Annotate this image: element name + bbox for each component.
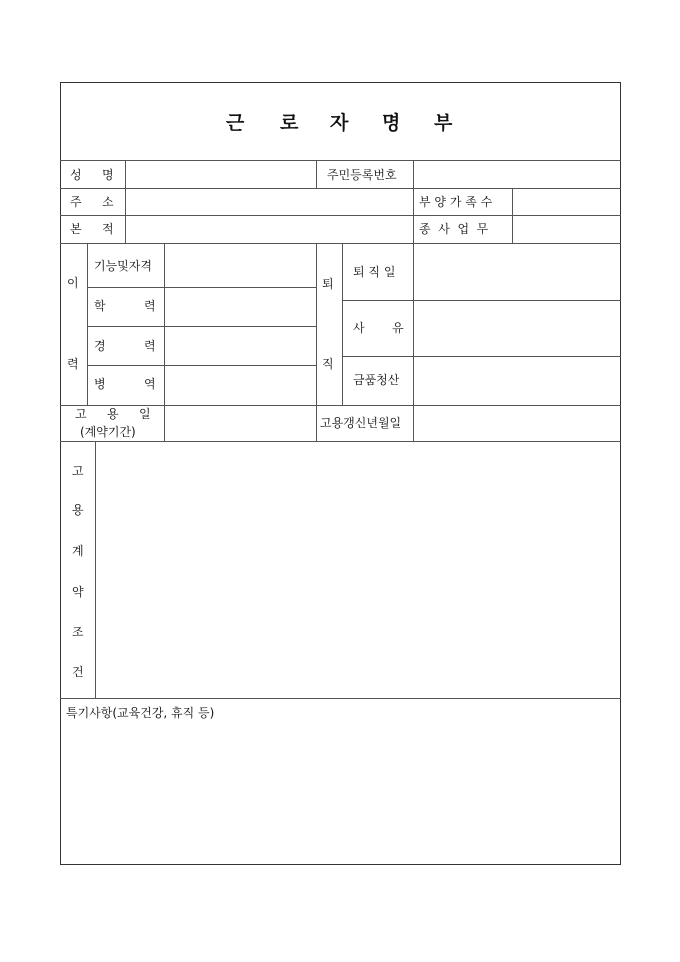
label-cond-4: 약 — [72, 585, 84, 599]
job-field[interactable] — [513, 216, 620, 243]
hire-date-field[interactable] — [165, 406, 316, 441]
title-char-2: 로 — [280, 112, 299, 134]
label-hire-2: 용 — [107, 407, 119, 421]
label-resign-2: 직 — [322, 357, 334, 371]
label-history-1: 이 — [67, 276, 79, 290]
name-field[interactable] — [126, 161, 316, 188]
label-name-1: 성 — [70, 168, 82, 182]
label-reason-1: 사 — [353, 321, 365, 335]
settlement-field[interactable] — [414, 357, 620, 405]
employment-conditions-field[interactable] — [96, 442, 620, 698]
label-renewal: 고용갱신년월일 — [320, 416, 402, 430]
title-char-1: 근 — [226, 112, 245, 134]
skills-field[interactable] — [165, 244, 316, 287]
label-rrn: 주민등록번호 — [327, 168, 397, 182]
military-field[interactable] — [165, 366, 316, 405]
label-history-2: 력 — [67, 357, 79, 371]
col-divider — [316, 160, 317, 188]
label-hire-3: 일 — [139, 407, 151, 421]
dependents-field[interactable] — [513, 189, 620, 215]
label-skills: 기능및자격 — [94, 259, 152, 273]
row-divider — [60, 698, 621, 699]
col-divider — [316, 243, 317, 441]
title-char-3: 자 — [330, 112, 349, 134]
label-dependents: 부 양 가 족 수 — [419, 195, 493, 209]
label-military-2: 역 — [144, 377, 156, 391]
label-hire-1: 고 — [75, 407, 87, 421]
col-divider — [342, 243, 343, 405]
reason-field[interactable] — [414, 301, 620, 356]
education-field[interactable] — [165, 288, 316, 326]
col-divider — [413, 188, 414, 243]
label-cond-5: 조 — [72, 625, 84, 639]
label-reason-2: 유 — [392, 321, 404, 335]
renewal-field[interactable] — [414, 406, 620, 441]
label-address-2: 소 — [102, 195, 114, 209]
label-resign-1: 퇴 — [322, 277, 334, 291]
label-cond-1: 고 — [72, 464, 84, 478]
label-military-1: 병 — [94, 377, 106, 391]
label-contract-period: (계약기간) — [80, 425, 136, 439]
label-origin-1: 본 — [70, 222, 82, 236]
origin-field[interactable] — [126, 216, 413, 243]
resign-date-field[interactable] — [414, 244, 620, 300]
label-resign-date: 퇴 직 일 — [353, 265, 396, 279]
label-cond-6: 건 — [72, 665, 84, 679]
label-job: 종 사 업 무 — [419, 222, 489, 236]
label-career-2: 력 — [144, 339, 156, 353]
career-field[interactable] — [165, 327, 316, 365]
label-origin-2: 적 — [102, 222, 114, 236]
label-notes: 특기사항(교육건강, 휴직 등) — [66, 706, 215, 720]
rrn-field[interactable] — [414, 161, 620, 188]
label-edu-2: 력 — [144, 299, 156, 313]
notes-field[interactable] — [61, 722, 620, 864]
col-divider — [87, 243, 88, 405]
label-name-2: 명 — [102, 168, 114, 182]
label-cond-3: 계 — [72, 544, 84, 558]
label-cond-2: 용 — [72, 503, 84, 517]
title-char-4: 명 — [382, 112, 401, 134]
label-settlement: 금품청산 — [353, 373, 400, 387]
title-char-5: 부 — [434, 112, 453, 134]
label-address-1: 주 — [70, 195, 82, 209]
label-career-1: 경 — [94, 339, 106, 353]
label-edu-1: 학 — [94, 299, 106, 313]
address-field[interactable] — [126, 189, 413, 215]
